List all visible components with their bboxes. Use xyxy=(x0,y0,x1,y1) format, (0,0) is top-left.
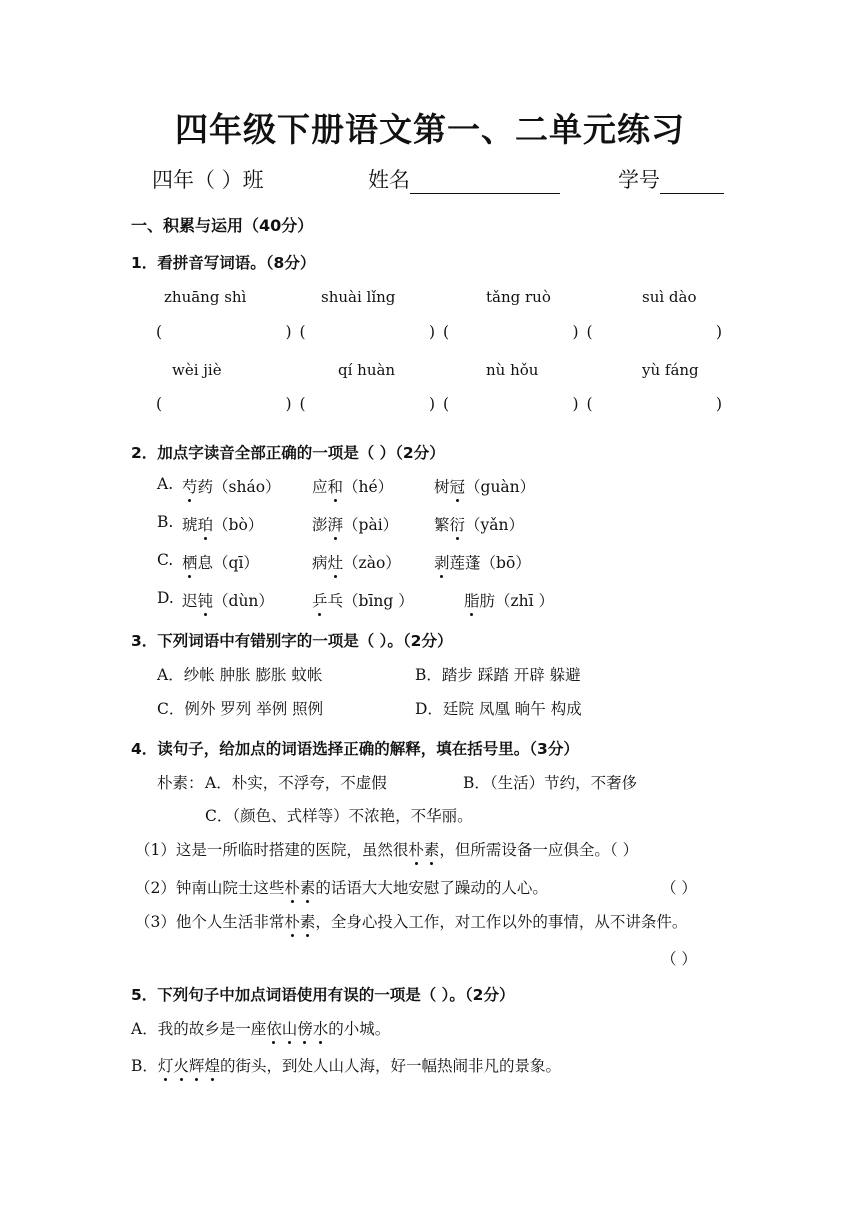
pinyin: qí huàn xyxy=(338,361,396,379)
answer-blank[interactable]: ( ) xyxy=(299,395,435,413)
answer-row xyxy=(156,395,730,413)
q2-item: 栖息（qī） xyxy=(182,551,259,573)
pinyin: shuài lǐng xyxy=(321,288,396,306)
q2-item: 剥莲蓬（bō） xyxy=(434,551,531,573)
student-id-label: 学号 xyxy=(618,168,660,192)
q3-option-c[interactable]: C．例外 罗列 举例 照例 xyxy=(157,700,324,718)
dotted-char: 火 xyxy=(173,1054,189,1076)
dotted-char: 钝 xyxy=(198,589,214,611)
q2-option-d[interactable]: D. 迟钝（dùn） 乒乓（bīng ） 脂肪（zhī ） xyxy=(157,589,555,610)
q3-option-d[interactable]: D．廷院 凤凰 晌午 构成 xyxy=(415,700,582,718)
class-field[interactable] xyxy=(152,164,264,194)
dotted-char: 素 xyxy=(300,876,316,898)
answer-blank[interactable]: ( ) xyxy=(299,323,435,341)
dotted-char: 剥 xyxy=(434,551,450,573)
q2-item: 树冠（guàn） xyxy=(434,475,535,497)
pinyin: suì dào xyxy=(642,288,697,306)
dotted-char: 水 xyxy=(313,1017,329,1039)
dotted-char: 傍 xyxy=(297,1017,313,1039)
dotted-char: 衍 xyxy=(450,513,466,535)
q2-item: 乒乓（bīng ） xyxy=(312,589,414,611)
dotted-char: 湃 xyxy=(328,513,344,535)
dotted-char: 朴 xyxy=(408,838,424,860)
q2-option-b[interactable]: B. 琥珀（bò） 澎湃（pài） 繁衍（yǎn） xyxy=(157,513,525,534)
q4-answer-blank-2[interactable]: （ ） xyxy=(661,879,697,897)
q4-sentence-3: （3）他个人生活非常朴素，全身心投入工作，对工作以外的事情，从不讲条件。 xyxy=(135,910,687,932)
q2-item: 澎湃（pài） xyxy=(312,513,398,535)
answer-blank[interactable]: ( ) xyxy=(156,323,292,341)
student-id-blank[interactable] xyxy=(660,171,724,194)
dotted-char: 素 xyxy=(300,910,316,932)
q2-item: 繁衍（yǎn） xyxy=(434,513,524,535)
q2-item: 芍药（sháo） xyxy=(182,475,281,497)
q4-prompt: 4．读句子，给加点的词语选择正确的解释，填在括号里。（3分） xyxy=(131,740,579,758)
q4-definition-word: 朴素： xyxy=(157,774,204,792)
q4-definition-c: C．（颜色、式样等）不浓艳，不华丽。 xyxy=(205,807,473,825)
name-field[interactable] xyxy=(368,164,560,194)
class-label: 四年（ ）班 xyxy=(152,168,264,192)
dotted-char: 辉 xyxy=(189,1054,205,1076)
dotted-char: 山 xyxy=(282,1017,298,1039)
dotted-char: 朴 xyxy=(284,910,300,932)
q2-item: 病灶（zào） xyxy=(312,551,401,573)
q5-prompt: 5．下列句子中加点词语使用有误的一项是（ ）。（2分） xyxy=(131,986,515,1004)
dotted-char: 素 xyxy=(424,838,440,860)
pinyin: tǎng ruò xyxy=(486,288,551,306)
answer-blank[interactable]: ( ) xyxy=(443,395,579,413)
q4-definition-a: A．朴实，不浮夸，不虚假 xyxy=(205,774,387,792)
q2-item: 琥珀（bò） xyxy=(182,513,263,535)
dotted-char: 灶 xyxy=(328,551,344,573)
answer-blank[interactable]: ( ) xyxy=(586,323,722,341)
q2-option-c[interactable]: C. 栖息（qī） 病灶（zào） 剥莲蓬（bō） xyxy=(157,551,531,572)
student-id-field[interactable] xyxy=(618,164,724,194)
dotted-char: 脂 xyxy=(464,589,480,611)
name-label: 姓名 xyxy=(368,168,410,192)
pinyin: wèi jiè xyxy=(172,361,222,379)
q4-definition-b: B．（生活）节约，不奢侈 xyxy=(463,774,638,792)
dotted-char: 和 xyxy=(328,475,344,497)
dotted-char: 煌 xyxy=(204,1054,220,1076)
dotted-char: 冠 xyxy=(450,475,466,497)
name-blank[interactable] xyxy=(410,171,560,194)
q4-sentence-2: （2）钟南山院士这些朴素的话语大大地安慰了躁动的人心。 xyxy=(135,876,548,898)
dotted-char: 珀 xyxy=(198,513,214,535)
q3-option-a[interactable]: A．纱帐 肿胀 膨胀 蚊帐 xyxy=(157,666,323,684)
dotted-char: 朴 xyxy=(284,876,300,898)
q2-item: 脂肪（zhī ） xyxy=(464,589,554,611)
q3-option-b[interactable]: B．踏步 踩踏 开辟 躲避 xyxy=(415,666,581,684)
dotted-char: 依 xyxy=(266,1017,282,1039)
pinyin: yù fáng xyxy=(642,361,699,379)
pinyin: zhuāng shì xyxy=(164,288,247,306)
q5-option-b[interactable]: B．灯火辉煌的街头，到处人山人海，好一幅热闹非凡的景象。 xyxy=(131,1054,561,1076)
dotted-char: 芍 xyxy=(182,475,198,497)
answer-row xyxy=(156,323,730,341)
dotted-char: 栖 xyxy=(182,551,198,573)
answer-blank[interactable]: ( ) xyxy=(443,323,579,341)
q1-prompt: 1．看拼音写词语。（8分） xyxy=(131,254,316,272)
q4-sentence-1[interactable]: （1）这是一所临时搭建的医院，虽然很朴素，但所需设备一应俱全。（ ） xyxy=(135,838,638,860)
page-title: 四年级下册语文第一、二单元练习 xyxy=(175,110,685,149)
q5-option-a[interactable]: A．我的故乡是一座依山傍水的小城。 xyxy=(131,1017,390,1039)
q4-answer-blank-3[interactable]: （ ） xyxy=(661,950,697,968)
q3-prompt: 3．下列词语中有错别字的一项是（ ）。（2分） xyxy=(131,632,453,650)
answer-blank[interactable]: ( ) xyxy=(586,395,722,413)
dotted-char: 乒 xyxy=(312,589,328,611)
pinyin: nù hǒu xyxy=(486,361,539,379)
dotted-char: 灯 xyxy=(158,1054,174,1076)
q2-prompt: 2．加点字读音全部正确的一项是（ ）（2分） xyxy=(131,444,445,462)
q2-option-a[interactable]: A. 芍药（sháo） 应和（hé） 树冠（guàn） xyxy=(157,475,536,496)
answer-blank[interactable]: ( ) xyxy=(156,395,292,413)
q2-item: 迟钝（dùn） xyxy=(182,589,274,611)
section-heading: 一、积累与运用（40分） xyxy=(131,216,314,235)
q2-item: 应和（hé） xyxy=(312,475,393,497)
